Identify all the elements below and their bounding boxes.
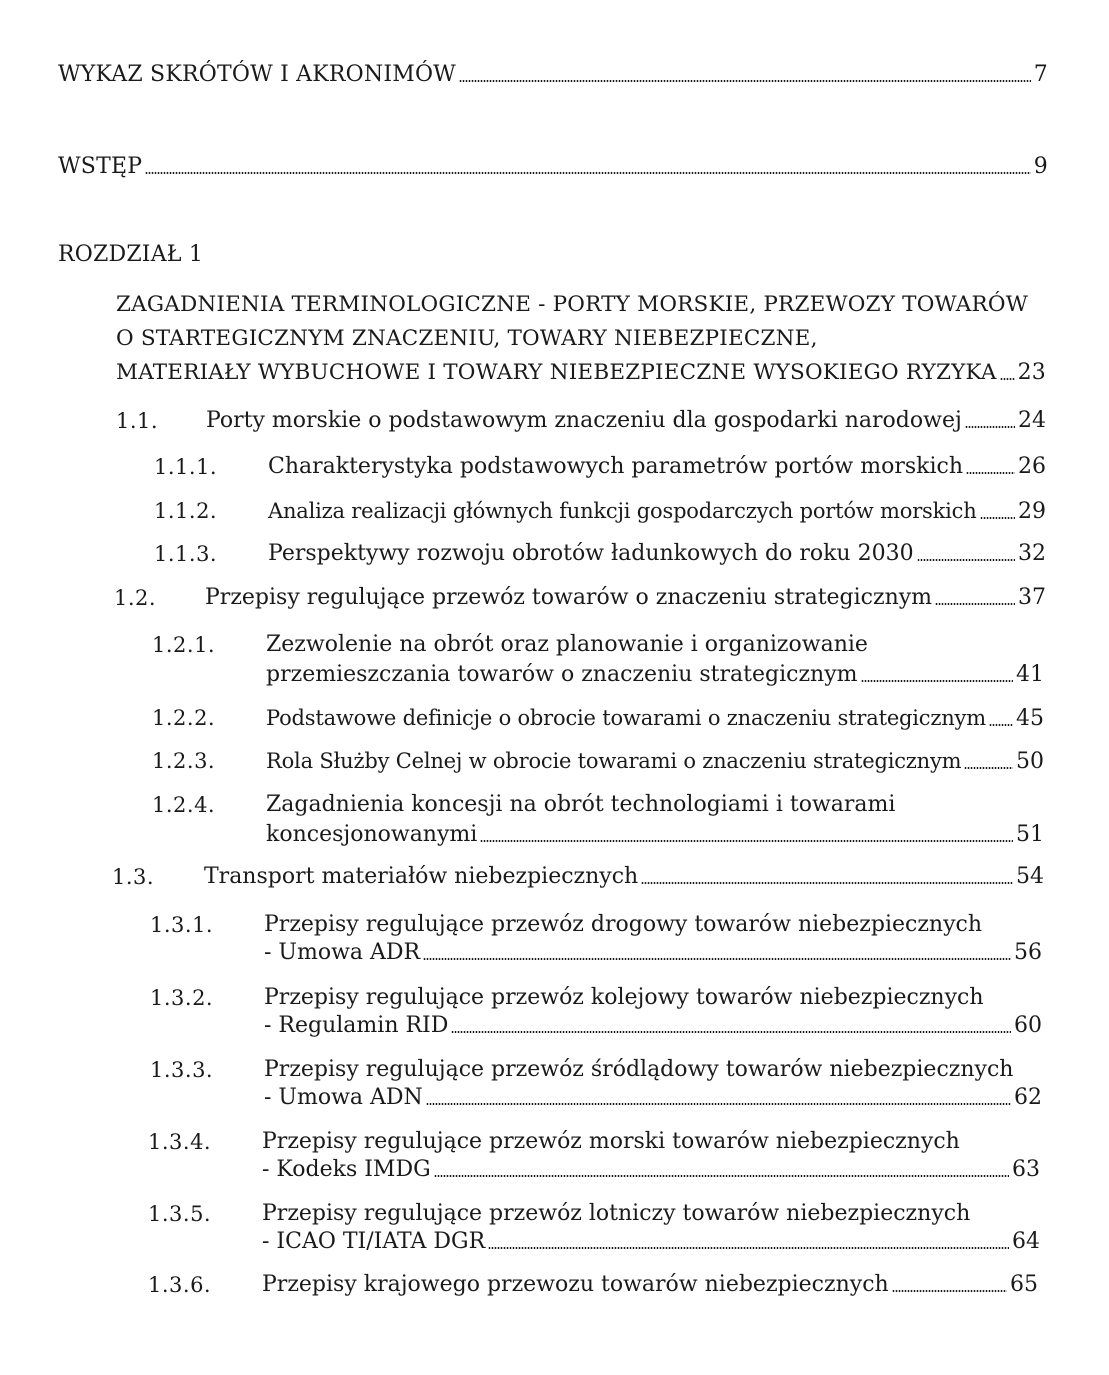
dot-leader: [917, 559, 1015, 561]
subsection-number: 1.3.5.: [148, 1202, 212, 1226]
toc-page-number: 56: [1014, 940, 1042, 965]
toc-entry-introduction: [58, 154, 1048, 180]
toc-entry-title: Analiza realizacji głównych funkcji gospodarczych portów morskich: [268, 499, 977, 523]
toc-entry-title: WYKAZ SKRÓTÓW I AKRONIMÓW: [58, 62, 456, 87]
dot-leader: [965, 426, 1015, 428]
toc-entry-subsection: [264, 940, 1042, 966]
subsection-number: 1.1.1.: [154, 455, 218, 479]
dot-leader: [892, 1290, 1007, 1292]
toc-entry-title: Zagadnienia koncesji na obrót technologiami i towarami: [266, 792, 896, 817]
toc-entry-subsection: [262, 1229, 1040, 1255]
toc-entry-abbreviations: [58, 62, 1048, 88]
toc-page-number: 29: [1018, 499, 1046, 524]
subsection-number: 1.2.1.: [152, 633, 216, 657]
toc-entry-subsection: [266, 662, 1044, 688]
toc-entry-subsection: [268, 541, 1046, 567]
dot-leader: [964, 767, 1013, 769]
toc-entry-title: Perspektywy rozwoju obrotów ładunkowych do roku 2030: [268, 541, 914, 566]
dot-leader: [480, 840, 1013, 842]
dot-leader: [1000, 378, 1015, 380]
chapter-title-line: ZAGADNIENIA TERMINOLOGICZNE - PORTY MORSKIE, PRZEWOZY TOWARÓW: [116, 292, 1028, 317]
toc-entry-subsection: [262, 1272, 1038, 1298]
dot-leader: [145, 172, 1031, 174]
toc-entry-title: Przepisy krajowego przewozu towarów niebezpiecznych: [262, 1272, 889, 1297]
dot-leader: [861, 680, 1014, 682]
dot-leader: [423, 958, 1011, 960]
subsection-number: 1.3.1.: [150, 913, 214, 937]
toc-page-number: 65: [1010, 1272, 1038, 1297]
toc-entry-title: Zezwolenie na obrót oraz planowanie i organizowanie: [266, 632, 868, 657]
toc-entry-title: Przepisy regulujące przewóz towarów o znaczeniu strategicznym: [205, 585, 933, 610]
toc-entry-title-cont: - Kodeks IMDG: [262, 1157, 431, 1182]
toc-page-number: 60: [1014, 1013, 1042, 1038]
dot-leader: [434, 1175, 1009, 1177]
toc-entry-title: Porty morskie o podstawowym znaczeniu dla gospodarki narodowej: [206, 408, 962, 433]
dot-leader: [459, 80, 1031, 82]
toc-entry-section: [204, 864, 1044, 890]
toc-page-number: 45: [1016, 706, 1044, 731]
subsection-number: 1.1.3.: [154, 542, 218, 566]
dot-leader: [641, 882, 1013, 884]
subsection-number: 1.2.3.: [152, 749, 216, 773]
toc-entry-title: Przepisy regulujące przewóz kolejowy towarów niebezpiecznych: [264, 985, 984, 1010]
toc-entry-title-cont: - Regulamin RID: [264, 1013, 449, 1038]
toc-entry-subsection: [266, 705, 1044, 732]
toc-entry-title: Podstawowe definicje o obrocie towarami o znaczeniu strategicznym: [266, 706, 986, 730]
toc-entry-title-cont: - Umowa ADR: [264, 940, 421, 965]
section-number: 1.2.: [114, 586, 157, 610]
chapter-title-last-line: [116, 360, 1046, 386]
toc-page-number: 64: [1012, 1229, 1040, 1254]
toc-page-number: 37: [1018, 585, 1046, 610]
toc-entry-title: Przepisy regulujące przewóz morski towarów niebezpiecznych: [262, 1129, 960, 1154]
toc-page-number: 62: [1014, 1085, 1042, 1110]
dot-leader: [966, 472, 1015, 474]
toc-entry-title: Rola Służby Celnej w obrocie towarami o znaczeniu strategicznym: [266, 749, 962, 773]
toc-entry-title: Transport materiałów niebezpiecznych: [204, 864, 639, 889]
chapter-title-line: O STARTEGICZNYM ZNACZENIU, TOWARY NIEBEZPIECZNE,: [116, 326, 818, 351]
toc-page-number: 9: [1033, 154, 1048, 179]
toc-entry-title: Przepisy regulujące przewóz drogowy towarów niebezpiecznych: [264, 912, 982, 937]
toc-entry-title-cont: - Umowa ADN: [264, 1085, 423, 1110]
dot-leader: [488, 1247, 1009, 1249]
toc-entry-section: [206, 408, 1046, 434]
toc-entry-subsection: [264, 1013, 1042, 1039]
toc-entry-title-cont: przemieszczania towarów o znaczeniu strategicznym: [266, 662, 858, 687]
subsection-number: 1.3.3.: [150, 1058, 214, 1082]
dot-leader: [980, 517, 1015, 519]
subsection-number: 1.1.2.: [154, 499, 218, 523]
toc-entry-subsection: [268, 498, 1046, 525]
toc-page-number: 63: [1012, 1157, 1040, 1182]
section-number: 1.1.: [116, 409, 159, 433]
section-number: 1.3.: [112, 865, 155, 889]
subsection-number: 1.3.6.: [148, 1273, 212, 1297]
toc-entry-subsection: [264, 1085, 1042, 1111]
toc-page-number: 7: [1033, 62, 1048, 87]
toc-entry-title-cont: - ICAO TI/IATA DGR: [262, 1229, 486, 1254]
toc-page-number: 54: [1016, 864, 1044, 889]
subsection-number: 1.3.2.: [150, 986, 214, 1010]
toc-page-number: 32: [1018, 541, 1046, 566]
toc-entry-title-cont: koncesjonowanymi: [266, 822, 478, 847]
toc-page-number: 51: [1016, 822, 1044, 847]
dot-leader: [989, 724, 1013, 726]
subsection-number: 1.3.4.: [148, 1130, 212, 1154]
toc-page-number: 23: [1017, 360, 1046, 385]
toc-entry-title: WSTĘP: [58, 154, 143, 179]
subsection-number: 1.2.2.: [152, 706, 216, 730]
chapter-label: ROZDZIAŁ 1: [58, 242, 204, 267]
subsection-number: 1.2.4.: [152, 793, 216, 817]
toc-entry-subsection: [266, 748, 1044, 775]
toc-page-number: 26: [1018, 454, 1046, 479]
toc-page-number: 50: [1016, 749, 1044, 774]
dot-leader: [935, 603, 1015, 605]
toc-entry-title: Przepisy regulujące przewóz lotniczy towarów niebezpiecznych: [262, 1201, 971, 1226]
toc-page-number: 41: [1016, 662, 1044, 687]
toc-page-number: 24: [1018, 408, 1046, 433]
toc-entry-subsection: [266, 822, 1044, 848]
dot-leader: [451, 1031, 1011, 1033]
toc-entry-subsection: [262, 1157, 1040, 1183]
toc-entry-subsection: [268, 454, 1046, 480]
chapter-title-line: MATERIAŁY WYBUCHOWE I TOWARY NIEBEZPIECZNE WYSOKIEGO RYZYKA: [116, 360, 997, 385]
dot-leader: [426, 1103, 1011, 1105]
toc-entry-title: Przepisy regulujące przewóz śródlądowy towarów niebezpiecznych: [264, 1057, 1014, 1082]
toc-entry-title: Charakterystyka podstawowych parametrów portów morskich: [268, 454, 964, 479]
toc-entry-section: [205, 585, 1046, 611]
